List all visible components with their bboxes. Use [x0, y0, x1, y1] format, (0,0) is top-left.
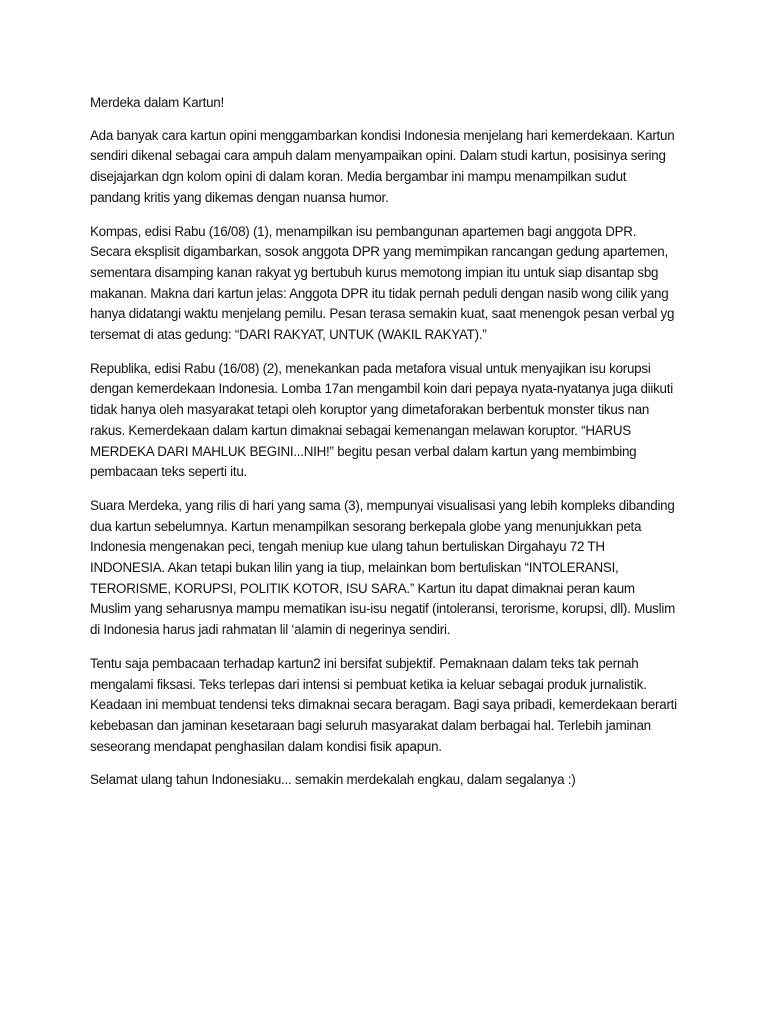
paragraph-closing: Selamat ulang tahun Indonesiaku... semakin merdekalah engkau, dalam segalanya :): [90, 772, 576, 788]
paragraph-kompas: Kompas, edisi Rabu (16/08) (1), menampilkan isu pembangunan apartemen bagi anggota DPR. Secara eksplisit digambarkan, sosok anggota DPR yang memimpikan rancangan gedung apartemen, sementara disamping kanan rakyat yg bertubuh kurus memotong impian itu untuk siap disantap sbg makanan. Makna dari kartun jelas: Anggota DPR itu tidak pernah peduli dengan nasib wong cilik yang hanya didatangi waktu menjelang pemilu. Pesan terasa semakin kuat, saat menengok pesan verbal yg tersemat di atas gedung: “DARI RAKYAT, UNTUK (WAKIL RAKYAT).”: [90, 223, 675, 343]
paragraph-intro: Ada banyak cara kartun opini menggambarkan kondisi Indonesia menjelang hari kemerdekaan. Kartun sendiri dikenal sebagai cara ampuh dalam menyampaikan opini. Dalam studi kartun, posisinya sering disejajarkan dgn kolom opini di dalam koran. Media bergambar ini mampu menampilkan sudut pandang kritis yang dikemas dengan nuansa humor.: [90, 127, 675, 205]
document-body: [90, 93, 678, 804]
paragraph-suara-merdeka: Suara Merdeka, yang rilis di hari yang sama (3), mempunyai visualisasi yang lebih kompleks dibanding dua kartun sebelumnya. Kartun menampilkan sesorang berkepala globe yang menunjukkan peta Indonesia mengenakan peci, tengah meniup kue ulang tahun bertuliskan Dirgahayu 72 TH INDONESIA. Akan tetapi bukan lilin yang ia tiup, melainkan bom bertuliskan “INTOLERANSI, TERORISME, KORUPSI, POLITIK KOTOR, ISU SARA.” Kartun itu dapat dimaknai peran kaum Muslim yang seharusnya mampu mematikan isu-isu negatif (intoleransi, terorisme, korupsi, dll). Muslim di Indonesia harus jadi rahmatan lil ‘alamin di negerinya sendiri.: [90, 497, 675, 638]
paragraph-conclusion: Tentu saja pembacaan terhadap kartun2 ini bersifat subjektif. Pemaknaan dalam teks tak pernah mengalami fiksasi. Teks terlepas dari intensi si pembuat ketika ia keluar sebagai produk jurnalistik. Keadaan ini membuat tendensi teks dimaknai secara beragam. Bagi saya pribadi, kemerdekaan berarti kebebasan dan jaminan kesetaraan bagi seluruh masyarakat dalam berbagai hal. Terlebih jaminan seseorang mendapat penghasilan dalam kondisi fisik apapun.: [90, 655, 677, 754]
paragraph-republika: Republika, edisi Rabu (16/08) (2), menekankan pada metafora visual untuk menyajikan isu korupsi dengan kemerdekaan Indonesia. Lomba 17an mengambil koin dari pepaya nyata-nyatanya juga diikuti tidak hanya oleh masyarakat tetapi oleh koruptor yang dimetaforakan berbentuk monster tikus nan rakus. Kemerdekaan dalam kartun dimaknai sebagai kemenangan melawan koruptor. “HARUS MERDEKA DARI MAHLUK BEGINI...NIH!” begitu pesan verbal dalam kartun yang membimbing pembacaan teks seperti itu.: [90, 360, 673, 480]
document-title: Merdeka dalam Kartun!: [90, 95, 224, 110]
